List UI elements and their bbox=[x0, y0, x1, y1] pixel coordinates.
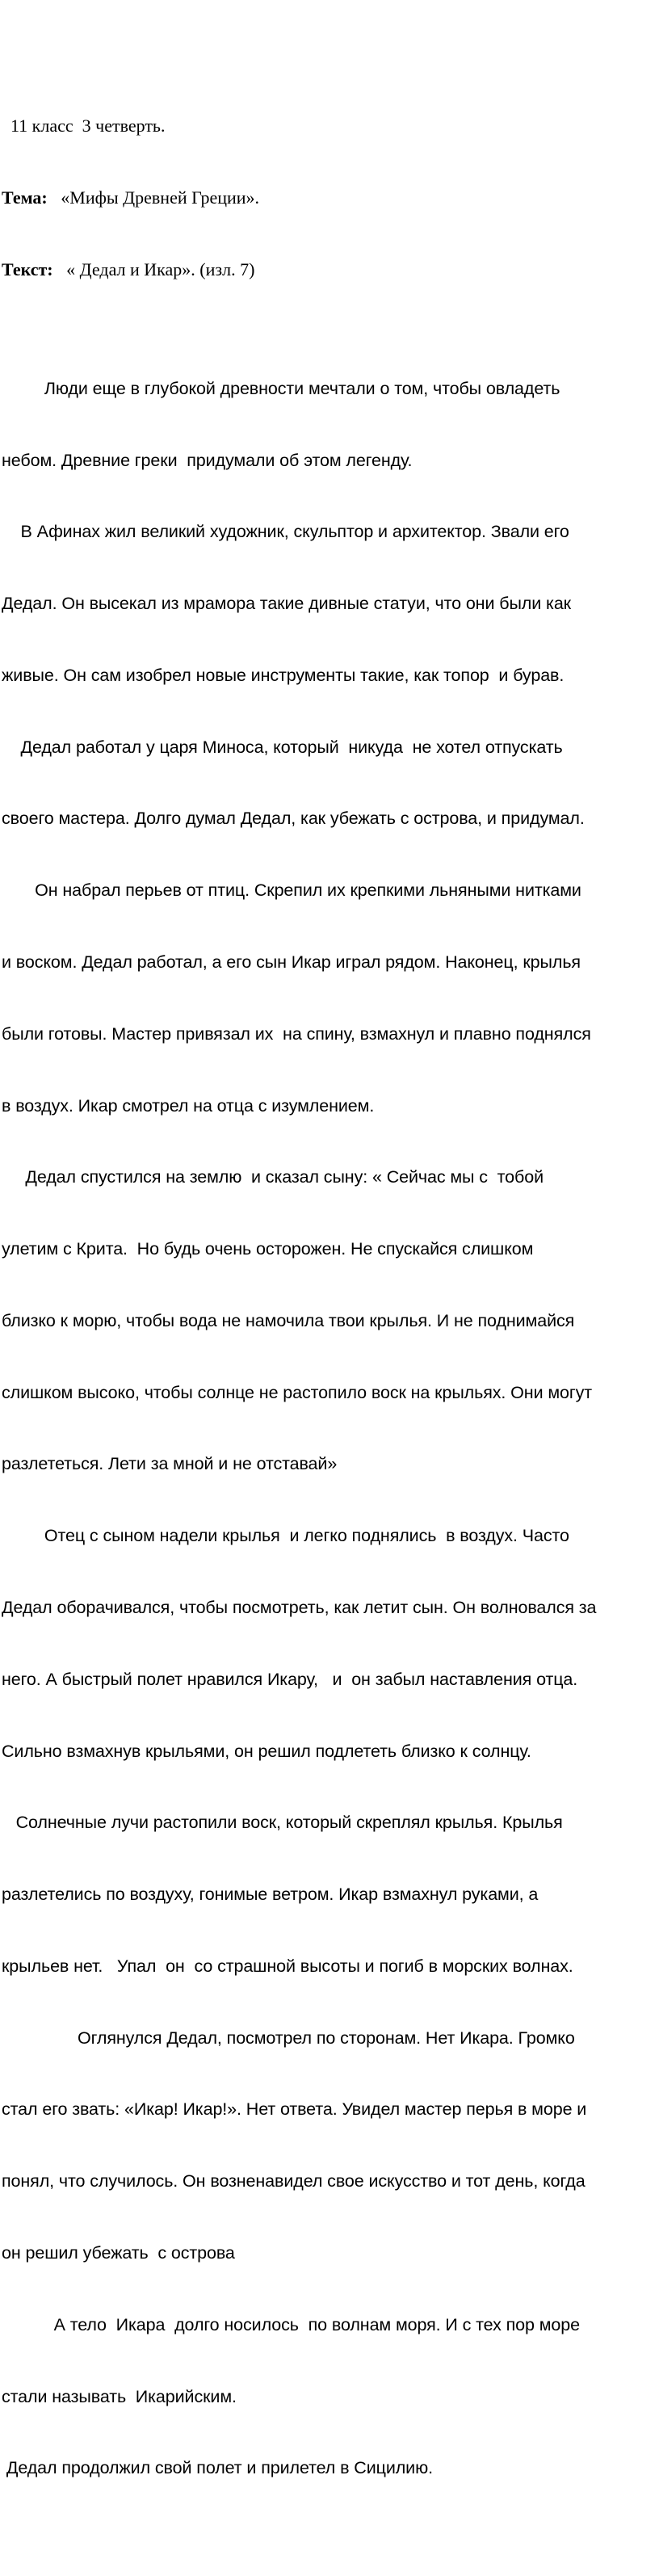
story-line: Он набрал перьев от птиц. Скрепил их крепкими льняными нитками bbox=[2, 880, 581, 901]
story-line: понял, что случилось. Он возненавидел свое искусство и тот день, когда bbox=[2, 2171, 586, 2191]
story-line: улетим с Крита. Но будь очень осторожен. Не спускайся слишком bbox=[2, 1239, 534, 1259]
story-line: Оглянулся Дедал, посмотрел по сторонам. Нет Икара. Громко bbox=[2, 2028, 575, 2048]
theme-value: «Мифы Древней Греции». bbox=[47, 187, 260, 208]
story-line: слишком высоко, чтобы солнце не растопило воск на крыльях. Они могут bbox=[2, 1382, 593, 1402]
text-title-line bbox=[2, 258, 657, 282]
story-line: он решил убежать с острова bbox=[2, 2243, 235, 2263]
text-title-value: « Дедал и Икар». (изл. 7) bbox=[52, 258, 255, 279]
story-line: Дедал продолжил свой полет и прилетел в Сицилию. bbox=[2, 2458, 433, 2478]
theme-label: Тема: bbox=[2, 187, 48, 208]
story-line: и воском. Дедал работал, а его сын Икар играл рядом. Наконец, крылья bbox=[2, 952, 581, 972]
story-line: Дедал спустился на землю и сказал сыну: « Сейчас мы с тобой bbox=[2, 1167, 544, 1187]
story-line: В Афинах жил великий художник, скульптор и архитектор. Звали его bbox=[2, 522, 569, 542]
story-line: разлетелись по воздуху, гонимые ветром. Икар взмахнул руками, а bbox=[2, 1885, 539, 1905]
story-line: Люди еще в глубокой древности мечтали о том, чтобы овладеть bbox=[2, 378, 560, 398]
story-line: стали называть Икарийским. bbox=[2, 2386, 237, 2406]
story-line: Солнечные лучи растопили воск, который скреплял крылья. Крылья bbox=[2, 1813, 563, 1833]
theme-line bbox=[2, 186, 657, 210]
story-line: Сильно взмахнув крыльями, он решил подлететь близко к солнцу. bbox=[2, 1741, 531, 1761]
story-body bbox=[2, 330, 657, 2529]
story-line: А тело Икара долго носилось по волнам моря. И с тех пор море bbox=[2, 2314, 580, 2334]
story-line: Дедал. Он высекал из мрамора такие дивные статуи, что они были как bbox=[2, 594, 571, 614]
story-line: в воздух. Икар смотрел на отца с изумлением. bbox=[2, 1095, 375, 1116]
story-line: своего мастера. Долго думал Дедал, как убежать с острова, и придумал. bbox=[2, 809, 585, 829]
text-label: Текст: bbox=[2, 258, 53, 279]
story-line: близко к морю, чтобы вода не намочила твои крылья. И не поднимайся bbox=[2, 1310, 575, 1330]
grade-line: 11 класс 3 четверть. bbox=[2, 116, 166, 137]
story-line: разлететься. Лети за мной и не отставай» bbox=[2, 1454, 338, 1474]
story-line: Дедал оборачивался, чтобы посмотреть, как летит сын. Он волновался за bbox=[2, 1598, 597, 1617]
story-line: Отец с сыном надели крылья и легко поднялись в воздух. Часто bbox=[2, 1526, 569, 1546]
story-line: Дедал работал у царя Миноса, который никуда не хотел отпускать bbox=[2, 737, 563, 757]
story-line: крыльев нет. Упал он со страшной высоты и погиб в морских волнах. bbox=[2, 1956, 573, 1976]
story-line: живые. Он сам изобрел новые инструменты такие, как топор и бурав. bbox=[2, 665, 565, 685]
story-line: были готовы. Мастер привязал их на спину, взмахнул и плавно поднялся bbox=[2, 1023, 591, 1044]
document-text bbox=[2, 66, 657, 2576]
story-line: него. А быстрый полет нравился Икару, и он забыл наставления отца. bbox=[2, 1669, 578, 1689]
story-line: стал его звать: «Икар! Икар!». Нет ответа. Увидел мастер перья в море и bbox=[2, 2099, 587, 2120]
story-line: небом. Древние греки придумали об этом легенду. bbox=[2, 450, 413, 470]
